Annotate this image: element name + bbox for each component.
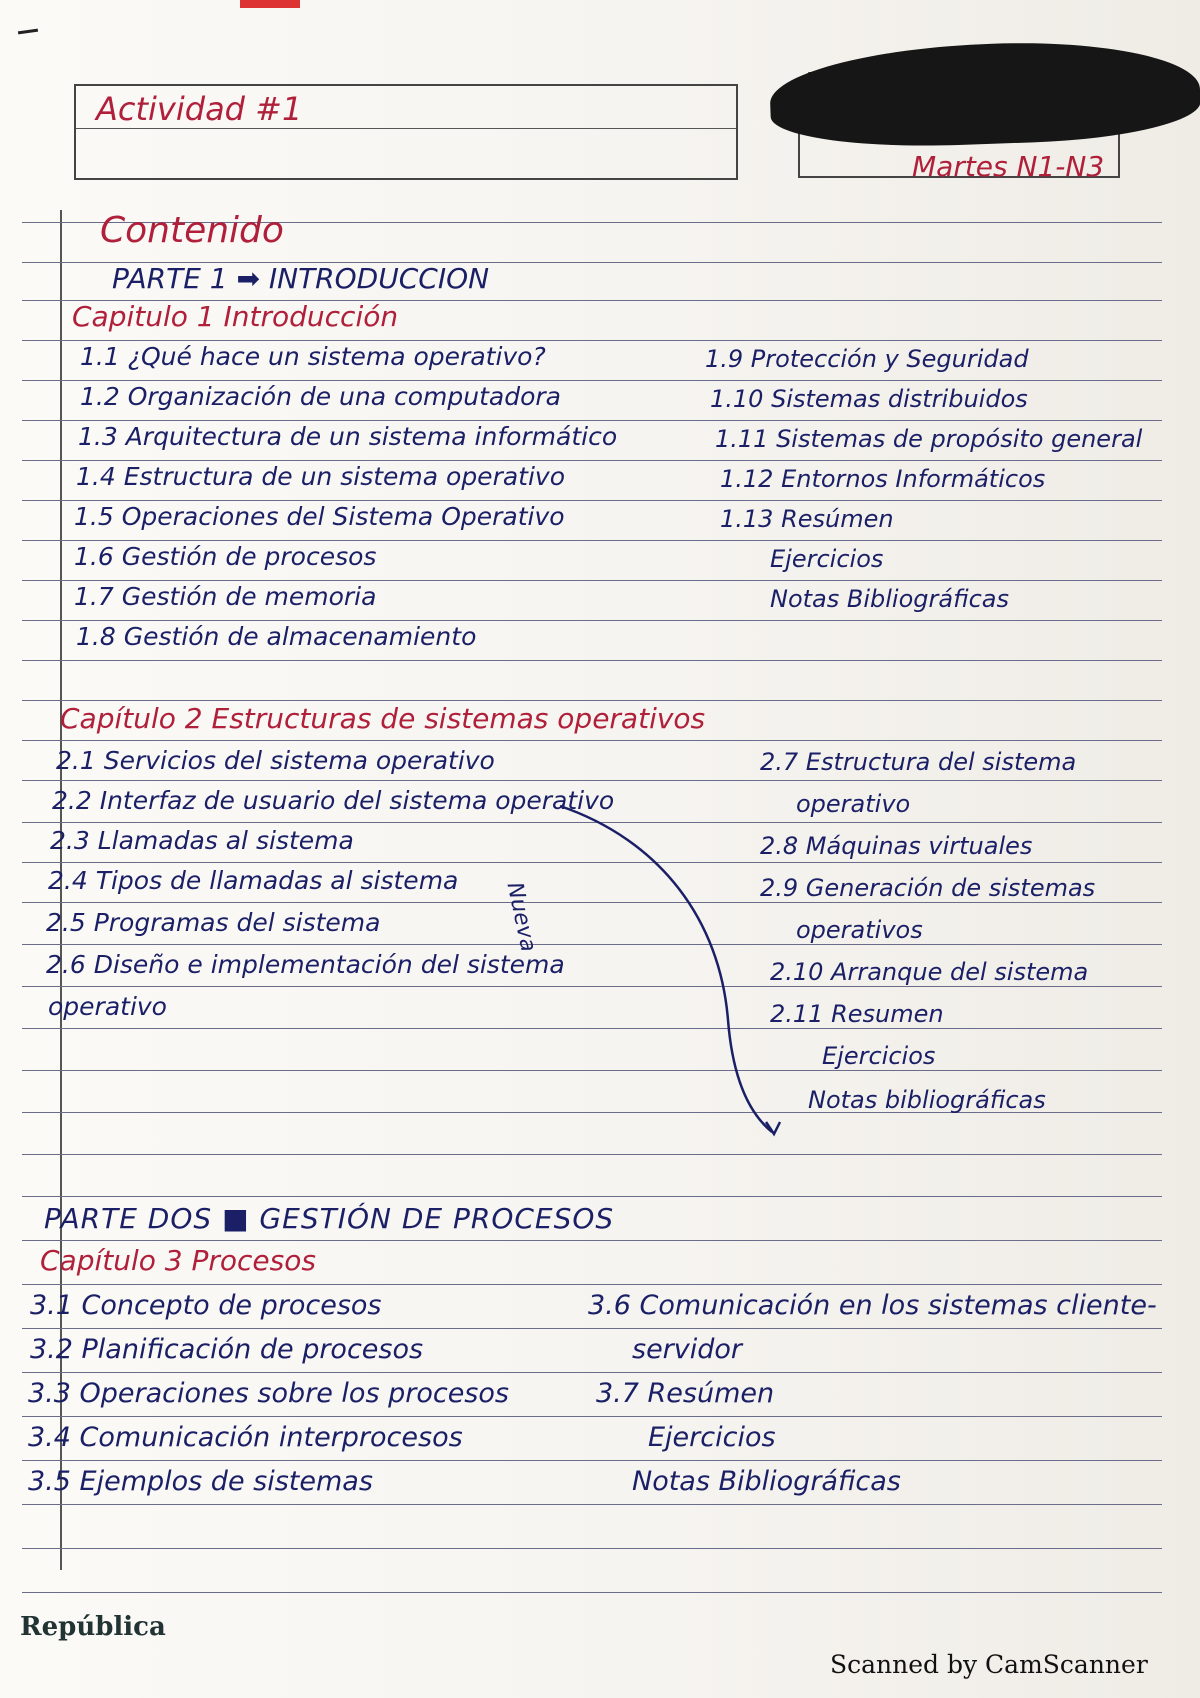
toc-entry-1-3: 1.3 Arquitectura de un sistema informático	[78, 422, 618, 451]
ruled-line	[22, 1240, 1162, 1241]
toc-entry-2-11: 2.11 Resumen	[770, 1000, 944, 1028]
toc-entry-2-2: 2.2 Interfaz de usuario del sistema operativo	[52, 786, 615, 815]
toc-entry-1-12: 1.12 Entornos Informáticos	[720, 465, 1046, 493]
ruled-line	[22, 580, 1162, 581]
ruled-line	[22, 1416, 1162, 1417]
toc-entry-3-1: 3.1 Concepto de procesos	[30, 1290, 382, 1321]
toc-entry-1-5: 1.5 Operaciones del Sistema Operativo	[74, 502, 565, 531]
toc-entry-1-8: 1.8 Gestión de almacenamiento	[76, 622, 477, 651]
toc-entry-3-6: 3.6 Comunicación en los sistemas cliente-	[588, 1290, 1157, 1321]
toc-entry-2-6-cont: operativo	[48, 992, 167, 1021]
ruled-line	[22, 460, 1162, 461]
ruled-line	[22, 1284, 1162, 1285]
scanner-watermark: Scanned by CamScanner	[830, 1650, 1148, 1679]
toc-entry-3-7: 3.7 Resúmen	[596, 1378, 775, 1409]
ruled-line	[22, 1504, 1162, 1505]
ruled-line	[22, 540, 1162, 541]
toc-entry-2-7-cont: operativo	[796, 790, 911, 818]
toc-entry-1-4: 1.4 Estructura de un sistema operativo	[76, 462, 566, 491]
toc-entry-2-4: 2.4 Tipos de llamadas al sistema	[48, 866, 459, 895]
chapter-3-title: Capítulo 3 Procesos	[40, 1244, 316, 1277]
contents-heading: Contenido	[100, 210, 284, 251]
activity-title: Actividad #1	[96, 90, 303, 128]
ruled-line	[22, 1196, 1162, 1197]
class-schedule: Martes N1-N3	[912, 150, 1105, 183]
toc-entry-1-2: 1.2 Organización de una computadora	[80, 382, 562, 411]
toc-entry-3-2: 3.2 Planificación de procesos	[30, 1334, 424, 1365]
notebook-brand: República	[20, 1612, 166, 1642]
toc-entry-2-8: 2.8 Máquinas virtuales	[760, 832, 1033, 860]
toc-entry-1-10: 1.10 Sistemas distribuidos	[710, 385, 1028, 413]
toc-entry-1-6: 1.6 Gestión de procesos	[74, 542, 377, 571]
toc-entry-2-9: 2.9 Generación de sistemas	[760, 874, 1096, 902]
ruled-line	[22, 1548, 1162, 1549]
ruled-line	[22, 780, 1162, 781]
chapter-2-title: Capítulo 2 Estructuras de sistemas operativos	[60, 702, 706, 735]
ruled-line	[22, 620, 1162, 621]
ruled-line	[22, 700, 1162, 701]
toc-entry-2-1: 2.1 Servicios del sistema operativo	[56, 746, 495, 775]
toc-entry-2-6: 2.6 Diseño e implementación del sistema	[46, 950, 565, 979]
new-content-bracket-icon	[540, 800, 800, 1140]
toc-entry-2-5: 2.5 Programas del sistema	[46, 908, 381, 937]
ruled-line	[22, 740, 1162, 741]
toc-entry-2-7: 2.7 Estructura del sistema	[760, 748, 1077, 776]
toc-entry-2-notes: Notas bibliográficas	[808, 1086, 1046, 1114]
ruled-line	[22, 1154, 1162, 1155]
margin-note-new: Nueva	[501, 880, 541, 955]
toc-entry-1-7: 1.7 Gestión de memoria	[74, 582, 377, 611]
toc-entry-1-exercises: Ejercicios	[770, 545, 884, 573]
part-2-heading: PARTE DOS ■ GESTIÓN DE PROCESOS	[44, 1202, 615, 1235]
toc-entry-1-1: 1.1 ¿Qué hace un sistema operativo?	[80, 342, 546, 371]
ruled-line	[22, 1372, 1162, 1373]
pen-mark	[18, 29, 38, 35]
toc-entry-3-exercises: Ejercicios	[648, 1422, 776, 1453]
toc-entry-2-9-cont: operativos	[796, 916, 923, 944]
ruled-line	[22, 660, 1162, 661]
toc-entry-1-11: 1.11 Sistemas de propósito general	[715, 425, 1143, 453]
ruled-line	[22, 1592, 1162, 1593]
toc-entry-1-13: 1.13 Resúmen	[720, 505, 894, 533]
ruled-line	[22, 1460, 1162, 1461]
header-divider	[76, 128, 736, 129]
red-tab-mark	[240, 0, 300, 8]
toc-entry-3-notes: Notas Bibliográficas	[632, 1466, 901, 1497]
toc-entry-3-6-cont: servidor	[632, 1334, 743, 1365]
toc-entry-3-5: 3.5 Ejemplos de sistemas	[28, 1466, 373, 1497]
ruled-line	[22, 380, 1162, 381]
ruled-line	[22, 340, 1162, 341]
toc-entry-2-10: 2.10 Arranque del sistema	[770, 958, 1089, 986]
ruled-line	[22, 1328, 1162, 1329]
chapter-1-title: Capitulo 1 Introducción	[72, 300, 399, 333]
redaction-marker	[768, 37, 1200, 152]
toc-entry-3-3: 3.3 Operaciones sobre los procesos	[28, 1378, 509, 1409]
ruled-line	[22, 420, 1162, 421]
toc-entry-1-9: 1.9 Protección y Seguridad	[705, 345, 1029, 373]
toc-entry-2-exercises: Ejercicios	[822, 1042, 936, 1070]
ruled-line	[22, 500, 1162, 501]
part-1-heading: PARTE 1 ➡ INTRODUCCION	[112, 262, 490, 295]
toc-entry-2-3: 2.3 Llamadas al sistema	[50, 826, 354, 855]
activity-header-box	[74, 84, 738, 180]
toc-entry-3-4: 3.4 Comunicación interprocesos	[28, 1422, 463, 1453]
toc-entry-1-notes: Notas Bibliográficas	[770, 585, 1009, 613]
